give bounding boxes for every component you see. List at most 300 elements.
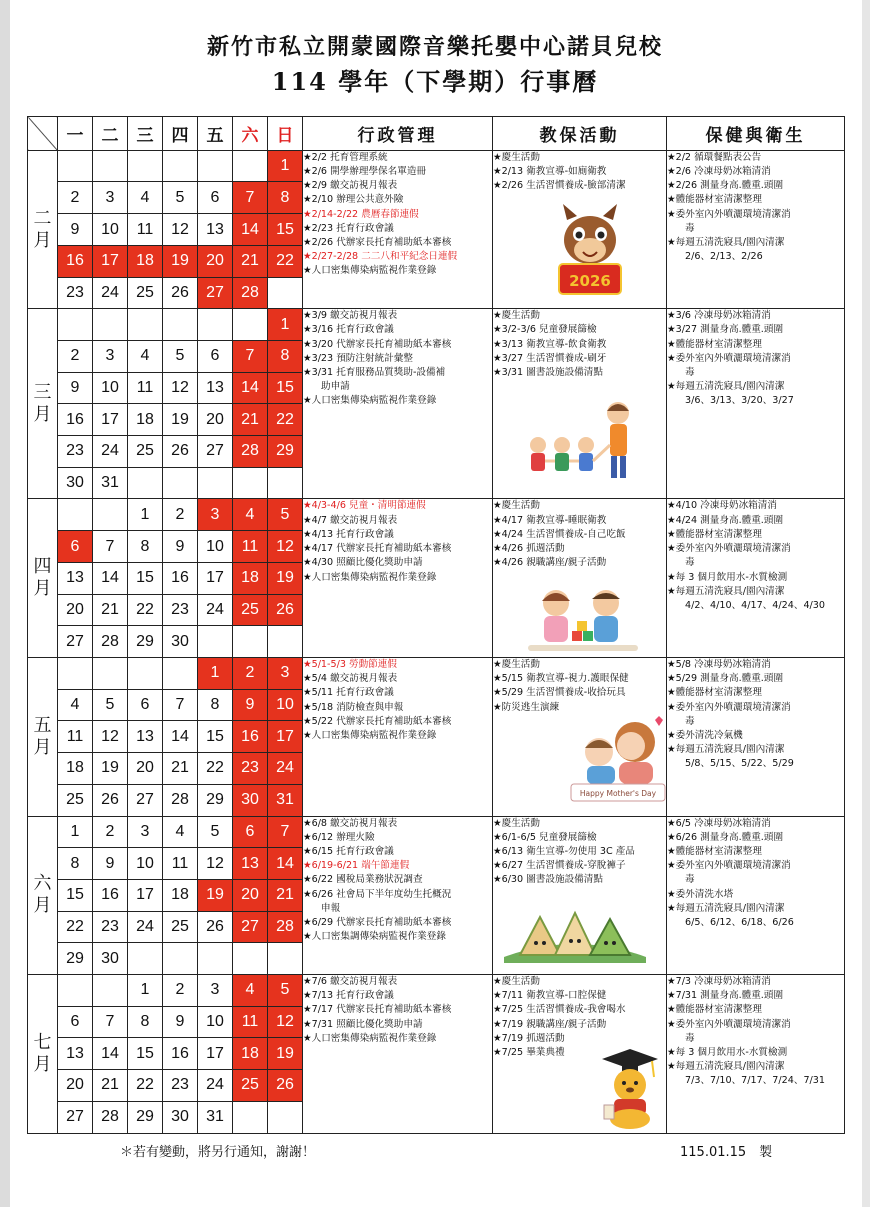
- day-cell: [128, 943, 163, 975]
- holiday-day-cell: 28: [268, 911, 303, 943]
- admin-event-line: ★4/13 托育行政會議: [303, 528, 394, 540]
- day-cell: [233, 1101, 268, 1133]
- admin-event-line: 助申請: [321, 381, 350, 393]
- day-cell: 30: [58, 467, 93, 499]
- weekday-sat: 六: [233, 117, 268, 151]
- day-cell: 11: [128, 372, 163, 404]
- month-label: 六月: [28, 816, 58, 975]
- holiday-day-cell: 27: [198, 277, 233, 309]
- health-item-line: ★6/5 冷凍母奶冰箱清消: [667, 817, 771, 829]
- edu-activitie-line: ★3/31 圖書設施設備清點: [493, 367, 603, 379]
- day-cell: [163, 467, 198, 499]
- day-cell: 7: [163, 689, 198, 721]
- day-cell: [163, 309, 198, 341]
- day-cell: 20: [58, 594, 93, 626]
- admin-event-line: ★人口密集傳染病監視作業登錄: [303, 571, 437, 583]
- day-cell: 18: [163, 879, 198, 911]
- day-cell: 2: [58, 340, 93, 372]
- day-cell: [268, 626, 303, 658]
- health-item-line: ★委外室內外噴灑環境清潔消: [667, 1018, 791, 1030]
- admin-event-line: ★7/13 托育行政會議: [303, 990, 394, 1002]
- health-item-line: ★5/8 冷凍母奶冰箱清消: [667, 659, 771, 670]
- day-cell: 7: [93, 1006, 128, 1038]
- day-cell: 22: [198, 753, 233, 785]
- weekday-sun: 日: [268, 117, 303, 151]
- holiday-day-cell: 21: [268, 879, 303, 911]
- health-item-line: 毒: [685, 557, 695, 569]
- health-item-line: ★2/26 測量身高.體重.頭圍: [667, 180, 784, 192]
- holiday-day-cell: 6: [233, 816, 268, 848]
- day-cell: 10: [93, 214, 128, 246]
- health-column-header: 保健與衛生: [667, 117, 845, 151]
- edu-activitie-line: ★2/26 生活習慣養成-臉部清潔: [493, 180, 626, 192]
- admin-event-line: ★人口密集傳染病監視作業登錄: [303, 1032, 437, 1044]
- admin-event-line: ★3/20 代辦家長托育補助紙本審核: [303, 338, 452, 350]
- holiday-day-cell: 24: [268, 753, 303, 785]
- day-cell: 12: [163, 214, 198, 246]
- day-cell: 29: [128, 626, 163, 658]
- day-cell: 22: [58, 911, 93, 943]
- day-cell: 3: [198, 975, 233, 1007]
- day-cell: 24: [93, 436, 128, 468]
- calendar-week-row: [28, 975, 845, 1007]
- holiday-day-cell: 5: [268, 975, 303, 1007]
- day-cell: 20: [198, 404, 233, 436]
- day-cell: 17: [93, 404, 128, 436]
- kids-blocks-illustration: [528, 585, 638, 657]
- holiday-day-cell: 31: [268, 784, 303, 816]
- holiday-day-cell: 30: [233, 784, 268, 816]
- health-item-line: ★委外室內外噴灑環境清潔消: [667, 860, 791, 872]
- admin-event-line: ★5/1-5/3 勞動節連假: [303, 659, 397, 670]
- health-item-line: 7/3、7/10、7/17、7/24、7/31: [685, 1075, 825, 1087]
- edu-activitie-line: ★3/27 生活習慣養成-刷牙: [493, 352, 607, 364]
- admin-events-cell: [303, 309, 493, 499]
- day-cell: [128, 467, 163, 499]
- holiday-day-cell: 17: [93, 245, 128, 277]
- health-item-line: ★3/27 測量身高.體重.頭圍: [667, 324, 784, 336]
- day-cell: 9: [58, 214, 93, 246]
- day-cell: 4: [128, 182, 163, 214]
- page-right-edge: [862, 0, 870, 1207]
- corner-diagonal: [28, 117, 58, 151]
- day-cell: 2: [163, 499, 198, 531]
- day-cell: 8: [198, 689, 233, 721]
- day-cell: 10: [198, 531, 233, 563]
- holiday-day-cell: 16: [58, 245, 93, 277]
- admin-event-line: ★4/17 代辦家長托育補助紙本審核: [303, 543, 452, 555]
- admin-event-line: ★3/23 預防注射統計彙整: [303, 352, 413, 364]
- holiday-day-cell: 19: [163, 245, 198, 277]
- day-cell: 30: [163, 1101, 198, 1133]
- day-cell: [128, 658, 163, 690]
- holiday-day-cell: 23: [233, 753, 268, 785]
- day-cell: 5: [198, 816, 233, 848]
- day-cell: 17: [128, 879, 163, 911]
- day-cell: 9: [163, 531, 198, 563]
- edu-activitie-line: ★7/19 親職講座/親子活動: [493, 1018, 607, 1030]
- health-item-line: ★委外清洗水塔: [667, 888, 734, 900]
- edu-activitie-line: ★2/13 衛教宣導-如廁衛教: [493, 165, 607, 177]
- holiday-day-cell: 7: [268, 816, 303, 848]
- admin-event-line: ★6/8 繳交訪視月報表: [303, 817, 398, 829]
- health-item-line: ★7/3 冷凍母奶冰箱清消: [667, 976, 771, 988]
- admin-event-line: ★3/9 繳交訪視月報表: [303, 310, 398, 322]
- holiday-day-cell: 14: [233, 372, 268, 404]
- day-cell: [233, 943, 268, 975]
- health-item-line: ★體能器材室清潔整理: [667, 338, 762, 350]
- day-cell: [58, 975, 93, 1007]
- day-cell: 13: [58, 562, 93, 594]
- health-item-line: ★委外室內外噴灑環境清潔消: [667, 543, 791, 555]
- day-cell: 25: [163, 911, 198, 943]
- calendar-week-row: [28, 499, 845, 531]
- day-cell: 27: [198, 436, 233, 468]
- mothers-day-label: Happy Mother's Day: [579, 789, 657, 798]
- admin-event-line: ★6/19-6/21 端午節連假: [303, 860, 410, 872]
- day-cell: [268, 277, 303, 309]
- day-cell: 17: [198, 562, 233, 594]
- admin-event-line: ★人口密集傳染病監視作業登錄: [303, 395, 437, 407]
- edu-activitie-line: ★7/25 畢業典禮: [493, 1047, 565, 1059]
- holiday-day-cell: 2: [233, 658, 268, 690]
- admin-event-line: ★7/6 繳交訪視月報表: [303, 976, 398, 988]
- edu-activitie-line: ★6/13 衛生宣導-勿使用 3C 產品: [493, 845, 635, 857]
- holiday-day-cell: 14: [268, 848, 303, 880]
- health-item-line: 5/8、5/15、5/22、5/29: [685, 758, 794, 770]
- edu-activitie-line: ★3/13 衛教宣導-飲食衛教: [493, 338, 607, 350]
- day-cell: [198, 150, 233, 182]
- day-cell: 17: [198, 1038, 233, 1070]
- admin-event-line: ★3/16 托育行政會議: [303, 324, 394, 336]
- holiday-day-cell: 25: [233, 594, 268, 626]
- holiday-day-cell: 11: [233, 1006, 268, 1038]
- day-cell: 9: [58, 372, 93, 404]
- day-cell: 9: [93, 848, 128, 880]
- day-cell: 23: [163, 594, 198, 626]
- day-cell: [163, 943, 198, 975]
- day-cell: 22: [128, 1070, 163, 1102]
- holiday-day-cell: 18: [128, 245, 163, 277]
- day-cell: 19: [163, 404, 198, 436]
- day-cell: [163, 150, 198, 182]
- day-cell: 22: [128, 594, 163, 626]
- health-items-cell: [667, 816, 845, 975]
- day-cell: 2: [93, 816, 128, 848]
- admin-event-line: ★2/14-2/22 農曆春節連假: [303, 208, 419, 220]
- edu-activitie-line: ★4/24 生活習慣養成-自己吃飯: [493, 528, 626, 540]
- day-cell: 29: [128, 1101, 163, 1133]
- horse-mascot-illustration: [545, 200, 635, 300]
- admin-event-line: ★4/7 繳交訪視月報表: [303, 514, 398, 526]
- admin-column-header: 行政管理: [303, 117, 493, 151]
- admin-events-cell: [303, 499, 493, 658]
- day-cell: 28: [163, 784, 198, 816]
- weekday-mon: 一: [58, 117, 93, 151]
- health-item-line: 毒: [685, 222, 695, 234]
- day-cell: 10: [93, 372, 128, 404]
- holiday-day-cell: 9: [233, 689, 268, 721]
- day-cell: 8: [128, 1006, 163, 1038]
- holiday-day-cell: 16: [233, 721, 268, 753]
- day-cell: 26: [163, 436, 198, 468]
- day-cell: 30: [93, 943, 128, 975]
- health-item-line: ★體能器材室清潔整理: [667, 845, 762, 857]
- edu-activitie-line: ★5/29 生活習慣養成-收拾玩具: [493, 687, 626, 699]
- day-cell: 26: [93, 784, 128, 816]
- holiday-day-cell: 3: [198, 499, 233, 531]
- admin-event-line: ★6/12 辦理火險: [303, 831, 375, 843]
- admin-event-line: ★2/26 代辦家長托育補助紙本審核: [303, 236, 452, 248]
- health-items-cell: [667, 309, 845, 499]
- holiday-day-cell: 22: [268, 404, 303, 436]
- health-item-line: ★5/29 測量身高.體重.頭圍: [667, 673, 784, 685]
- health-item-line: ★委外室內外噴灑環境清潔消: [667, 208, 791, 220]
- day-cell: [128, 150, 163, 182]
- health-item-line: 毒: [685, 715, 695, 727]
- day-cell: 6: [58, 1006, 93, 1038]
- admin-event-line: ★5/18 消防檢查與申報: [303, 701, 404, 713]
- health-item-line: ★體能器材室清潔整理: [667, 687, 762, 699]
- health-item-line: ★3/6 冷凍母奶冰箱清消: [667, 310, 771, 322]
- day-cell: 27: [128, 784, 163, 816]
- health-item-line: ★6/26 測量身高.體重.頭圍: [667, 831, 784, 843]
- holiday-day-cell: 7: [233, 182, 268, 214]
- day-cell: 24: [198, 594, 233, 626]
- admin-event-line: ★2/27-2/28 二二八和平紀念日連假: [303, 251, 458, 263]
- day-cell: 20: [128, 753, 163, 785]
- footer-note: ＊若有變動，將另行通知，謝謝！: [120, 1145, 316, 1160]
- health-item-line: ★委外室內外噴灑環境清潔消: [667, 352, 791, 364]
- admin-event-line: ★7/31 照顧比優化獎助申請: [303, 1018, 423, 1030]
- day-cell: [128, 309, 163, 341]
- health-item-line: ★4/24 測量身高.體重.頭圍: [667, 514, 784, 526]
- health-items-cell: [667, 499, 845, 658]
- health-item-line: 毒: [685, 874, 695, 886]
- holiday-day-cell: 17: [268, 721, 303, 753]
- edu-activitie-line: ★慶生活動: [493, 659, 540, 670]
- admin-event-line: ★6/22 國稅局業務狀況調查: [303, 874, 423, 886]
- admin-event-line: ★4/30 照顧比優化獎助申請: [303, 557, 423, 569]
- day-cell: 8: [58, 848, 93, 880]
- edu-activitie-line: ★慶生活動: [493, 151, 540, 163]
- month-label: 七月: [28, 975, 58, 1134]
- health-item-line: ★每週五清洗寢具/園內清潔: [667, 744, 785, 756]
- edu-activitie-line: ★4/26 抓週活動: [493, 543, 565, 555]
- day-cell: 3: [93, 182, 128, 214]
- holiday-day-cell: 22: [268, 245, 303, 277]
- admin-event-line: ★人口密集調傳染病監視作業登錄: [303, 931, 446, 943]
- day-cell: 25: [128, 436, 163, 468]
- day-cell: 1: [58, 816, 93, 848]
- health-item-line: ★每週五清洗寢具/園內清潔: [667, 381, 785, 393]
- holiday-day-cell: 19: [268, 562, 303, 594]
- day-cell: 23: [58, 277, 93, 309]
- holiday-day-cell: 4: [233, 975, 268, 1007]
- mothers-day-illustration: [565, 712, 670, 804]
- day-cell: 31: [93, 467, 128, 499]
- day-cell: 7: [93, 531, 128, 563]
- health-items-cell: [667, 150, 845, 309]
- day-cell: 18: [128, 404, 163, 436]
- day-cell: 16: [163, 562, 198, 594]
- admin-events-cell: [303, 658, 493, 817]
- holiday-day-cell: 15: [268, 372, 303, 404]
- admin-event-line: ★人口密集傳染病監視作業登錄: [303, 265, 437, 277]
- edu-activitie-line: ★慶生活動: [493, 817, 540, 829]
- day-cell: [93, 150, 128, 182]
- day-cell: 8: [128, 531, 163, 563]
- admin-event-line: ★2/23 托育行政會議: [303, 222, 394, 234]
- health-item-line: ★2/2 循環餐點表公告: [667, 151, 762, 163]
- day-cell: [233, 150, 268, 182]
- day-cell: 13: [128, 721, 163, 753]
- edu-activitie-line: ★4/17 衛教宣導-睡眠衛教: [493, 514, 607, 526]
- holiday-day-cell: 1: [268, 150, 303, 182]
- day-cell: 5: [163, 340, 198, 372]
- rice-dumplings-illustration: [500, 905, 650, 965]
- holiday-day-cell: 4: [233, 499, 268, 531]
- holiday-day-cell: 6: [58, 531, 93, 563]
- holiday-day-cell: 8: [268, 340, 303, 372]
- admin-event-line: ★5/11 托育行政會議: [303, 687, 394, 699]
- holiday-day-cell: 25: [233, 1070, 268, 1102]
- admin-events-cell: [303, 975, 493, 1134]
- day-cell: [198, 309, 233, 341]
- day-cell: 28: [93, 1101, 128, 1133]
- graduation-bear-illustration: [592, 1045, 662, 1131]
- holiday-day-cell: 7: [233, 340, 268, 372]
- health-item-line: 2/6、2/13、2/26: [685, 251, 763, 263]
- day-cell: 24: [128, 911, 163, 943]
- day-cell: 11: [128, 214, 163, 246]
- edu-activitie-line: ★慶生活動: [493, 310, 540, 322]
- admin-event-line: ★6/29 代辦家長托育補助紙本審核: [303, 916, 452, 928]
- day-cell: 16: [58, 404, 93, 436]
- day-cell: 13: [198, 214, 233, 246]
- day-cell: 4: [163, 816, 198, 848]
- day-cell: 21: [163, 753, 198, 785]
- day-cell: 15: [128, 562, 163, 594]
- edu-activitie-line: ★5/15 衛教宣導-視力.護眼保健: [493, 673, 629, 685]
- day-cell: [58, 150, 93, 182]
- health-item-line: ★7/31 測量身高.體重.頭圍: [667, 990, 784, 1002]
- health-item-line: ★每 3 個月飲用水-水質檢測: [667, 1047, 788, 1059]
- edu-activitie-line: ★7/25 生活習慣養成-我會喝水: [493, 1004, 626, 1016]
- holiday-day-cell: 5: [268, 499, 303, 531]
- holiday-day-cell: 27: [233, 911, 268, 943]
- edu-activitie-line: ★6/1-6/5 兒童發展篩檢: [493, 831, 597, 843]
- holiday-day-cell: 14: [233, 214, 268, 246]
- edu-activitie-line: ★7/11 衛教宣導-口腔保健: [493, 990, 607, 1002]
- health-items-cell: [667, 975, 845, 1134]
- footer-date: 115.01.15 製: [680, 1145, 773, 1160]
- holiday-day-cell: 29: [268, 436, 303, 468]
- day-cell: 2: [58, 182, 93, 214]
- edu-activitie-line: ★3/2-3/6 兒童發展篩檢: [493, 324, 597, 336]
- calendar-week-row: [28, 309, 845, 341]
- day-cell: [58, 499, 93, 531]
- holiday-day-cell: 21: [233, 404, 268, 436]
- admin-event-line: ★2/6 開學辦理學保名單造冊: [303, 165, 427, 177]
- health-item-line: ★委外清洗冷氣機: [667, 730, 743, 742]
- day-cell: 19: [93, 753, 128, 785]
- day-cell: [198, 626, 233, 658]
- edu-activitie-line: ★6/30 圖書設施設備清點: [493, 874, 603, 886]
- admin-event-line: ★7/17 代辦家長托育補助紙本審核: [303, 1004, 452, 1016]
- day-cell: [233, 309, 268, 341]
- month-label: 四月: [28, 499, 58, 658]
- admin-event-line: ★4/3-4/6 兒童・清明節連假: [303, 500, 426, 512]
- weekday-tue: 二: [93, 117, 128, 151]
- admin-event-line: ★2/2 托育管理系統: [303, 151, 388, 163]
- day-cell: 21: [93, 1070, 128, 1102]
- holiday-day-cell: 3: [268, 658, 303, 690]
- holiday-day-cell: 18: [233, 1038, 268, 1070]
- day-cell: 1: [128, 975, 163, 1007]
- holiday-day-cell: 28: [233, 436, 268, 468]
- day-cell: 14: [163, 721, 198, 753]
- holiday-day-cell: 26: [268, 1070, 303, 1102]
- edu-activitie-line: ★6/27 生活習慣養成-穿脫褲子: [493, 860, 626, 872]
- admin-event-line: ★6/26 社會局下半年度幼生托概況: [303, 888, 452, 900]
- health-item-line: ★體能器材室清潔整理: [667, 194, 762, 206]
- holiday-day-cell: 18: [233, 562, 268, 594]
- day-cell: [93, 658, 128, 690]
- admin-event-line: ★5/22 代辦家長托育補助紙本審核: [303, 715, 452, 727]
- holiday-day-cell: 13: [233, 848, 268, 880]
- kids-playing-illustration: [518, 395, 648, 490]
- day-cell: 12: [163, 372, 198, 404]
- edu-activitie-line: ★慶生活動: [493, 500, 540, 512]
- day-cell: 21: [93, 594, 128, 626]
- day-cell: 13: [198, 372, 233, 404]
- holiday-day-cell: 11: [233, 531, 268, 563]
- weekday-thu: 四: [163, 117, 198, 151]
- holiday-day-cell: 20: [233, 879, 268, 911]
- holiday-day-cell: 20: [198, 245, 233, 277]
- edu-column-header: 教保活動: [493, 117, 667, 151]
- holiday-day-cell: 1: [268, 309, 303, 341]
- day-cell: 13: [58, 1038, 93, 1070]
- day-cell: 4: [128, 340, 163, 372]
- day-cell: 14: [93, 1038, 128, 1070]
- day-cell: [93, 975, 128, 1007]
- health-items-cell: [667, 658, 845, 817]
- header-row: [28, 117, 845, 151]
- document-title: 新竹市私立開蒙國際音樂托嬰中心諾貝兒校: [206, 34, 663, 60]
- day-cell: [268, 467, 303, 499]
- month-label: 三月: [28, 309, 58, 499]
- holiday-day-cell: 21: [233, 245, 268, 277]
- horse-banner-label: 2026: [569, 272, 611, 290]
- holiday-day-cell: 1: [198, 658, 233, 690]
- admin-events-cell: [303, 150, 493, 309]
- calendar-week-row: [28, 658, 845, 690]
- health-item-line: 毒: [685, 367, 695, 379]
- day-cell: 27: [58, 1101, 93, 1133]
- day-cell: [268, 1101, 303, 1133]
- day-cell: [93, 499, 128, 531]
- day-cell: 15: [128, 1038, 163, 1070]
- day-cell: 3: [128, 816, 163, 848]
- holiday-day-cell: 19: [198, 879, 233, 911]
- day-cell: 23: [58, 436, 93, 468]
- day-cell: 16: [93, 879, 128, 911]
- day-cell: [233, 467, 268, 499]
- page-left-edge: [0, 0, 10, 1207]
- day-cell: 15: [58, 879, 93, 911]
